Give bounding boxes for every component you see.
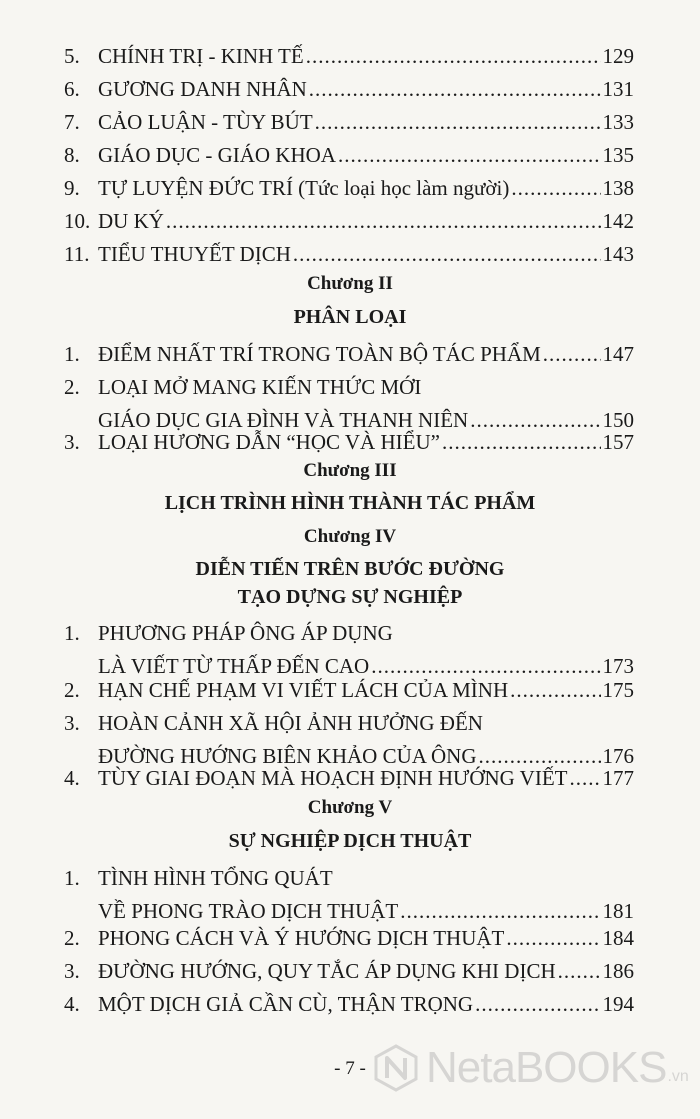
leader-dots: [306, 40, 601, 73]
toc-entry: [64, 73, 634, 106]
leader-dots: [543, 338, 601, 371]
entry-title: HẠN CHẾ PHẠM VI VIẾT LÁCH CỦA MÌNH: [98, 678, 509, 702]
entry-page: 142: [602, 209, 634, 233]
entry-page: 184: [602, 926, 634, 950]
entry-number: 2.: [64, 375, 80, 399]
toc-entry: [64, 426, 634, 459]
entry-page: 147: [602, 342, 634, 366]
chapter-title: SỰ NGHIỆP DỊCH THUẬT: [228, 830, 472, 852]
entry-title: CẢO LUẬN - TÙY BÚT: [98, 110, 313, 134]
entry-page: 186: [602, 959, 634, 983]
entry-page: 129: [602, 44, 634, 68]
chapter-title-line2: TẠO DỰNG SỰ NGHIỆP: [237, 586, 463, 608]
watermark-tld: .vn: [667, 1068, 689, 1085]
toc-entry: [64, 205, 634, 238]
leader-dots: [442, 426, 601, 459]
leader-dots: [293, 238, 601, 271]
entry-page: 194: [602, 992, 634, 1016]
entry-title: ĐƯỜNG HƯỚNG, QUY TẮC ÁP DỤNG KHI DỊCH: [98, 959, 556, 983]
entry-number: 2.: [64, 926, 80, 950]
entry-page: 173: [602, 654, 634, 678]
chapter-label: Chương III: [303, 460, 397, 481]
entry-number: 6.: [64, 77, 80, 101]
entry-page: 143: [602, 242, 634, 266]
chapter-title-line1: DIỄN TIẾN TRÊN BƯỚC ĐƯỜNG: [195, 558, 505, 580]
watermark-brand: NetaBOOKS: [426, 1043, 667, 1092]
chapter-title: PHÂN LOẠI: [293, 306, 407, 328]
toc-entry: [64, 139, 634, 172]
entry-title: CHÍNH TRỊ - KINH TẾ: [98, 44, 304, 68]
entry-number: 4.: [64, 992, 80, 1016]
leader-dots: [475, 988, 600, 1021]
entry-title: ĐƯỜNG HƯỚNG BIÊN KHẢO CỦA ÔNG: [98, 744, 477, 768]
entry-number: 2.: [64, 678, 80, 702]
leader-dots: [510, 674, 600, 707]
entry-title: TÙY GIAI ĐOẠN MÀ HOẠCH ĐỊNH HƯỚNG VIẾT: [98, 766, 568, 790]
chapter-title: LỊCH TRÌNH HÌNH THÀNH TÁC PHẨM: [164, 492, 536, 514]
entry-title: DU KÝ: [98, 209, 164, 233]
toc-entry: [64, 106, 634, 139]
entry-title: PHONG CÁCH VÀ Ý HƯỚNG DỊCH THUẬT: [98, 926, 505, 950]
entry-number: 1.: [64, 342, 80, 366]
entry-page: 176: [602, 744, 634, 768]
entry-title: VỀ PHONG TRÀO DỊCH THUẬT: [98, 899, 399, 923]
toc-entry: [64, 762, 634, 795]
entry-page: 177: [602, 766, 634, 790]
toc-entry: [64, 862, 634, 928]
entry-page: 157: [602, 430, 634, 454]
leader-dots: [338, 139, 601, 172]
entry-title-line1: TÌNH HÌNH TỔNG QUÁT: [98, 866, 333, 890]
entry-page: 131: [602, 77, 634, 101]
chapter-label: Chương IV: [303, 526, 397, 547]
entry-title: LOẠI HƯƠNG DẪN “HỌC VÀ HIỂU”: [98, 430, 440, 454]
toc-entry: [64, 238, 634, 271]
chapter-label: Chương II: [307, 273, 393, 294]
entry-title-line1: PHƯƠNG PHÁP ÔNG ÁP DỤNG: [98, 621, 393, 645]
entry-number: 8.: [64, 143, 80, 167]
leader-dots: [309, 73, 601, 106]
entry-title: TIỂU THUYẾT DỊCH: [98, 242, 291, 266]
toc-entry: [64, 40, 634, 73]
entry-title-line1: HOÀN CẢNH XÃ HỘI ẢNH HƯỞNG ĐẾN: [98, 711, 483, 735]
entry-number: 9.: [64, 176, 80, 200]
leader-dots: [558, 955, 601, 988]
entry-page: 175: [602, 678, 634, 702]
entry-title: GIÁO DỤC - GIÁO KHOA: [98, 143, 336, 167]
page-number: - 7 -: [334, 1058, 366, 1079]
entry-title: TỰ LUYỆN ĐỨC TRÍ (Tức loại học làm người): [98, 176, 510, 200]
entry-number: 11.: [64, 242, 90, 266]
entry-number: 3.: [64, 959, 80, 983]
entry-number: 10.: [64, 209, 91, 233]
entry-page: 138: [602, 176, 634, 200]
entry-title: ĐIỂM NHẤT TRÍ TRONG TOÀN BỘ TÁC PHẨM: [98, 342, 541, 366]
entry-page: 181: [602, 899, 634, 923]
leader-dots: [315, 106, 601, 139]
entry-title-line1: LOẠI MỞ MANG KIẾN THỨC MỚI: [98, 375, 422, 399]
entry-title: LÀ VIẾT TỪ THẤP ĐẾN CAO: [98, 654, 370, 678]
chapter-label: Chương V: [307, 797, 393, 818]
entry-number: 5.: [64, 44, 80, 68]
entry-title: GƯƠNG DANH NHÂN: [98, 77, 307, 101]
toc-entry: [64, 988, 634, 1021]
entry-number: 7.: [64, 110, 80, 134]
leader-dots: [506, 922, 600, 955]
toc-entry: [64, 674, 634, 707]
entry-page: 135: [602, 143, 634, 167]
entry-number: 3.: [64, 711, 80, 735]
leader-dots: [166, 205, 601, 238]
entry-number: 1.: [64, 866, 80, 890]
leader-dots: [570, 762, 601, 795]
watermark-logo: [372, 1043, 689, 1093]
entry-number: 1.: [64, 621, 80, 645]
leader-dots: [511, 172, 600, 205]
entry-number: 4.: [64, 766, 80, 790]
netabooks-logo-icon: [372, 1044, 420, 1092]
entry-page: 150: [602, 408, 634, 432]
entry-title: MỘT DỊCH GIẢ CẦN CÙ, THẬN TRỌNG: [98, 992, 474, 1016]
toc-entry: [64, 338, 634, 371]
entry-title: GIÁO DỤC GIA ĐÌNH VÀ THANH NIÊN: [98, 408, 469, 432]
toc-entry: [64, 922, 634, 955]
toc-entry: [64, 172, 634, 205]
entry-number: 3.: [64, 430, 80, 454]
entry-page: 133: [602, 110, 634, 134]
toc-entry: [64, 955, 634, 988]
